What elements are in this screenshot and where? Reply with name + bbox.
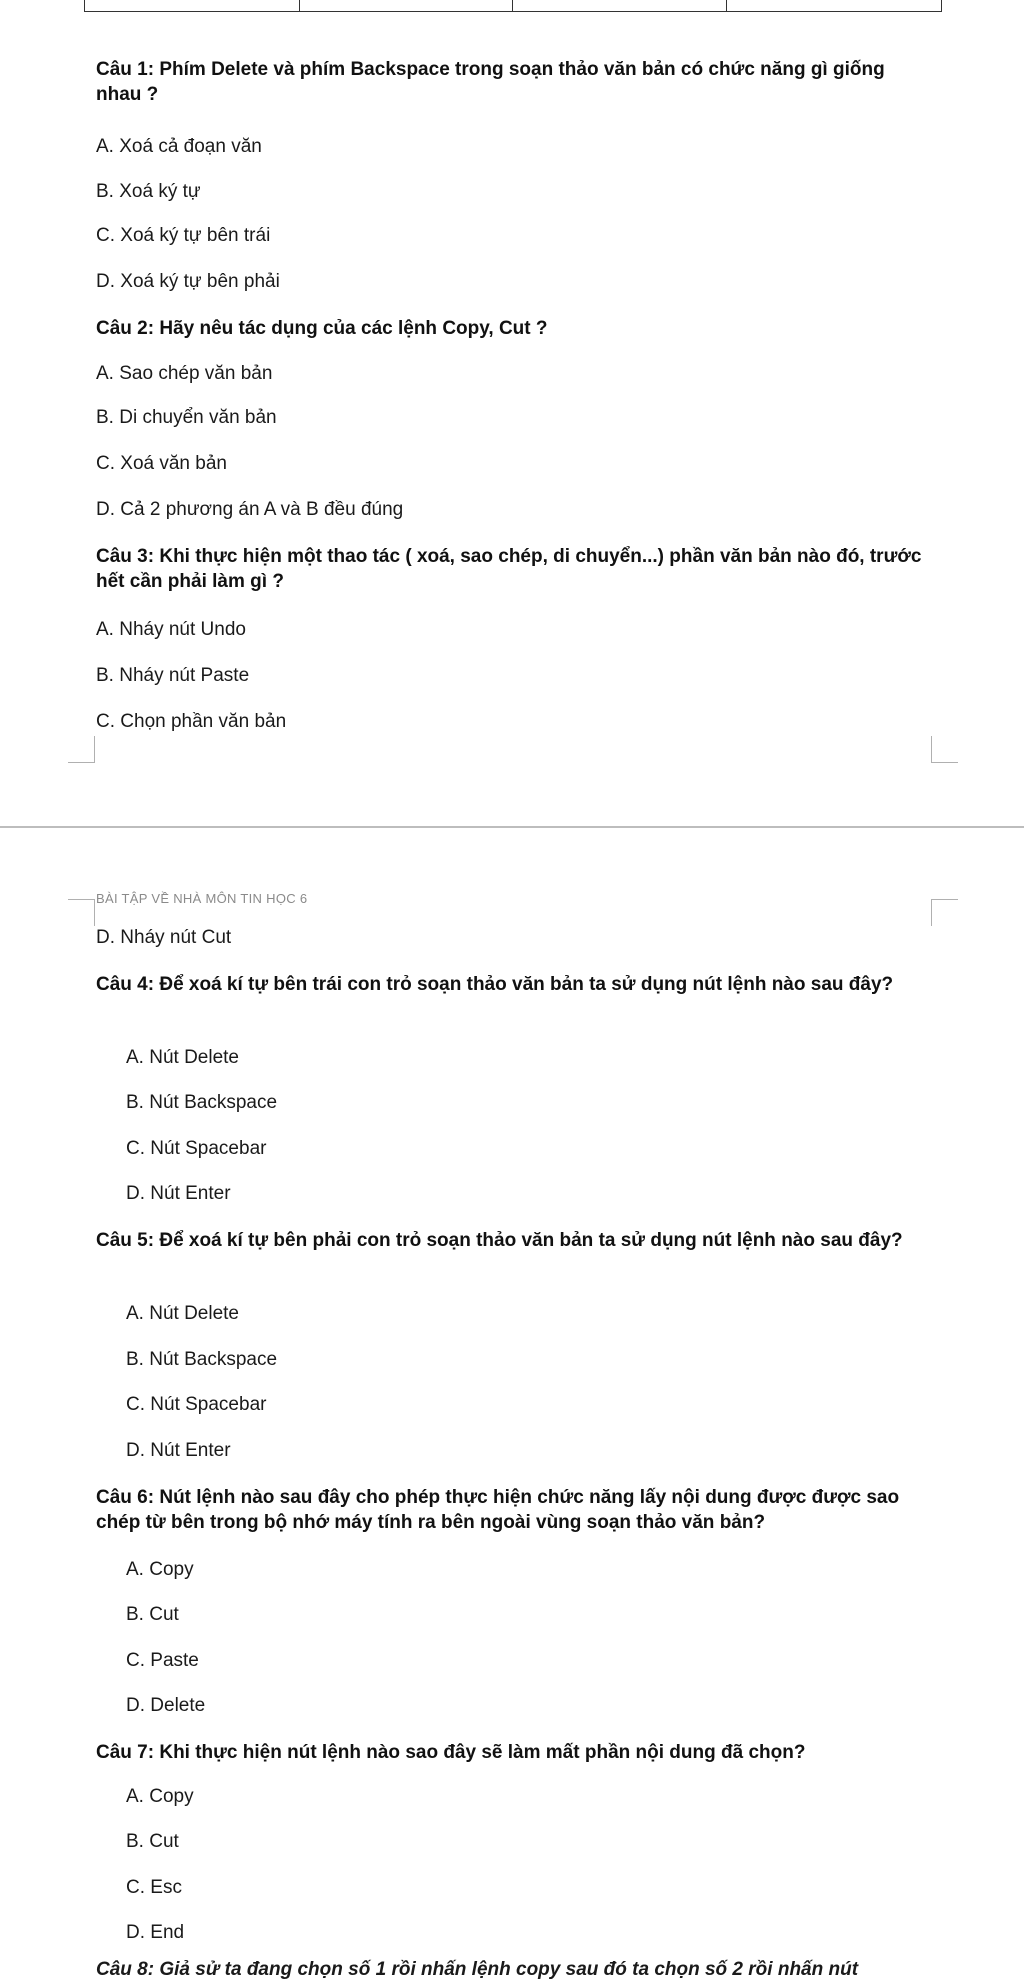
margin-corner-mark bbox=[68, 736, 95, 763]
question-1-option-a: A. Xoá cả đoạn văn bbox=[96, 136, 262, 157]
question-5-option-a: A. Nút Delete bbox=[126, 1303, 239, 1324]
margin-corner-mark bbox=[931, 736, 958, 763]
question-6-option-a: A. Copy bbox=[126, 1559, 194, 1580]
question-4-option-b: B. Nút Backspace bbox=[126, 1092, 278, 1113]
table-divider bbox=[726, 0, 727, 11]
question-3-option-a: A. Nháy nút Undo bbox=[96, 619, 246, 640]
question-6-option-d: D. Delete bbox=[126, 1695, 206, 1716]
question-4-option-a: A. Nút Delete bbox=[126, 1047, 239, 1068]
question-7-option-d: D. End bbox=[126, 1922, 185, 1943]
table-fragment bbox=[84, 0, 942, 12]
question-1-option-c: C. Xoá ký tự bên trái bbox=[96, 225, 271, 246]
question-6: Câu 6: Nút lệnh nào sau đây cho phép thực hiện chức năng lấy nội dung được được sao chép từ bên trong bộ nhớ máy tính ra bên ngoài vùng soạn thảo văn bản? bbox=[96, 1487, 900, 1533]
question-1: Câu 1: Phím Delete và phím Backspace trong soạn thảo văn bản có chức năng gì giống nhau ? bbox=[96, 59, 885, 105]
question-3: Câu 3: Khi thực hiện một thao tác ( xoá, sao chép, di chuyển...) phần văn bản nào đó, trước hết cần phải làm gì ? bbox=[96, 546, 922, 592]
margin-corner-mark bbox=[931, 899, 958, 926]
page-header: BÀI TẬP VỀ NHÀ MÔN TIN HỌC 6 bbox=[96, 891, 308, 906]
question-6-option-b: B. Cut bbox=[126, 1604, 179, 1625]
question-1-option-b: B. Xoá ký tự bbox=[96, 181, 201, 202]
question-7-option-b: B. Cut bbox=[126, 1831, 179, 1852]
question-3-option-c: C. Chọn phần văn bản bbox=[96, 711, 287, 732]
question-7-option-a: A. Copy bbox=[126, 1786, 194, 1807]
question-3-option-b: B. Nháy nút Paste bbox=[96, 665, 250, 686]
question-2-option-b: B. Di chuyển văn bản bbox=[96, 407, 277, 428]
question-5-option-b: B. Nút Backspace bbox=[126, 1349, 278, 1370]
question-5-option-d: D. Nút Enter bbox=[126, 1440, 231, 1461]
question-5-option-c: C. Nút Spacebar bbox=[126, 1394, 267, 1415]
question-2-option-d: D. Cả 2 phương án A và B đều đúng bbox=[96, 499, 404, 520]
question-2-option-c: C. Xoá văn bản bbox=[96, 453, 227, 474]
question-4-option-d: D. Nút Enter bbox=[126, 1183, 231, 1204]
table-divider bbox=[299, 0, 300, 11]
question-3-option-d: D. Nháy nút Cut bbox=[96, 927, 232, 948]
question-5: Câu 5: Để xoá kí tự bên phải con trỏ soạn thảo văn bản ta sử dụng nút lệnh nào sau đây? bbox=[96, 1230, 903, 1251]
question-6-option-c: C. Paste bbox=[126, 1650, 199, 1671]
question-4: Câu 4: Để xoá kí tự bên trái con trỏ soạn thảo văn bản ta sử dụng nút lệnh nào sau đây? bbox=[96, 974, 894, 995]
question-2-option-a: A. Sao chép văn bản bbox=[96, 363, 273, 384]
question-7-option-c: C. Esc bbox=[126, 1877, 182, 1898]
margin-corner-mark bbox=[68, 899, 95, 926]
question-2: Câu 2: Hãy nêu tác dụng của các lệnh Copy, Cut ? bbox=[96, 318, 548, 339]
page-break bbox=[0, 826, 1024, 828]
question-8-partial: Câu 8: Giả sử ta đang chọn số 1 rồi nhấn lệnh copy sau đó ta chọn số 2 rồi nhấn nút bbox=[96, 1959, 859, 1980]
question-1-option-d: D. Xoá ký tự bên phải bbox=[96, 271, 280, 292]
question-4-option-c: C. Nút Spacebar bbox=[126, 1138, 267, 1159]
question-7: Câu 7: Khi thực hiện nút lệnh nào sao đây sẽ làm mất phần nội dung đã chọn? bbox=[96, 1742, 806, 1763]
table-divider bbox=[512, 0, 513, 11]
